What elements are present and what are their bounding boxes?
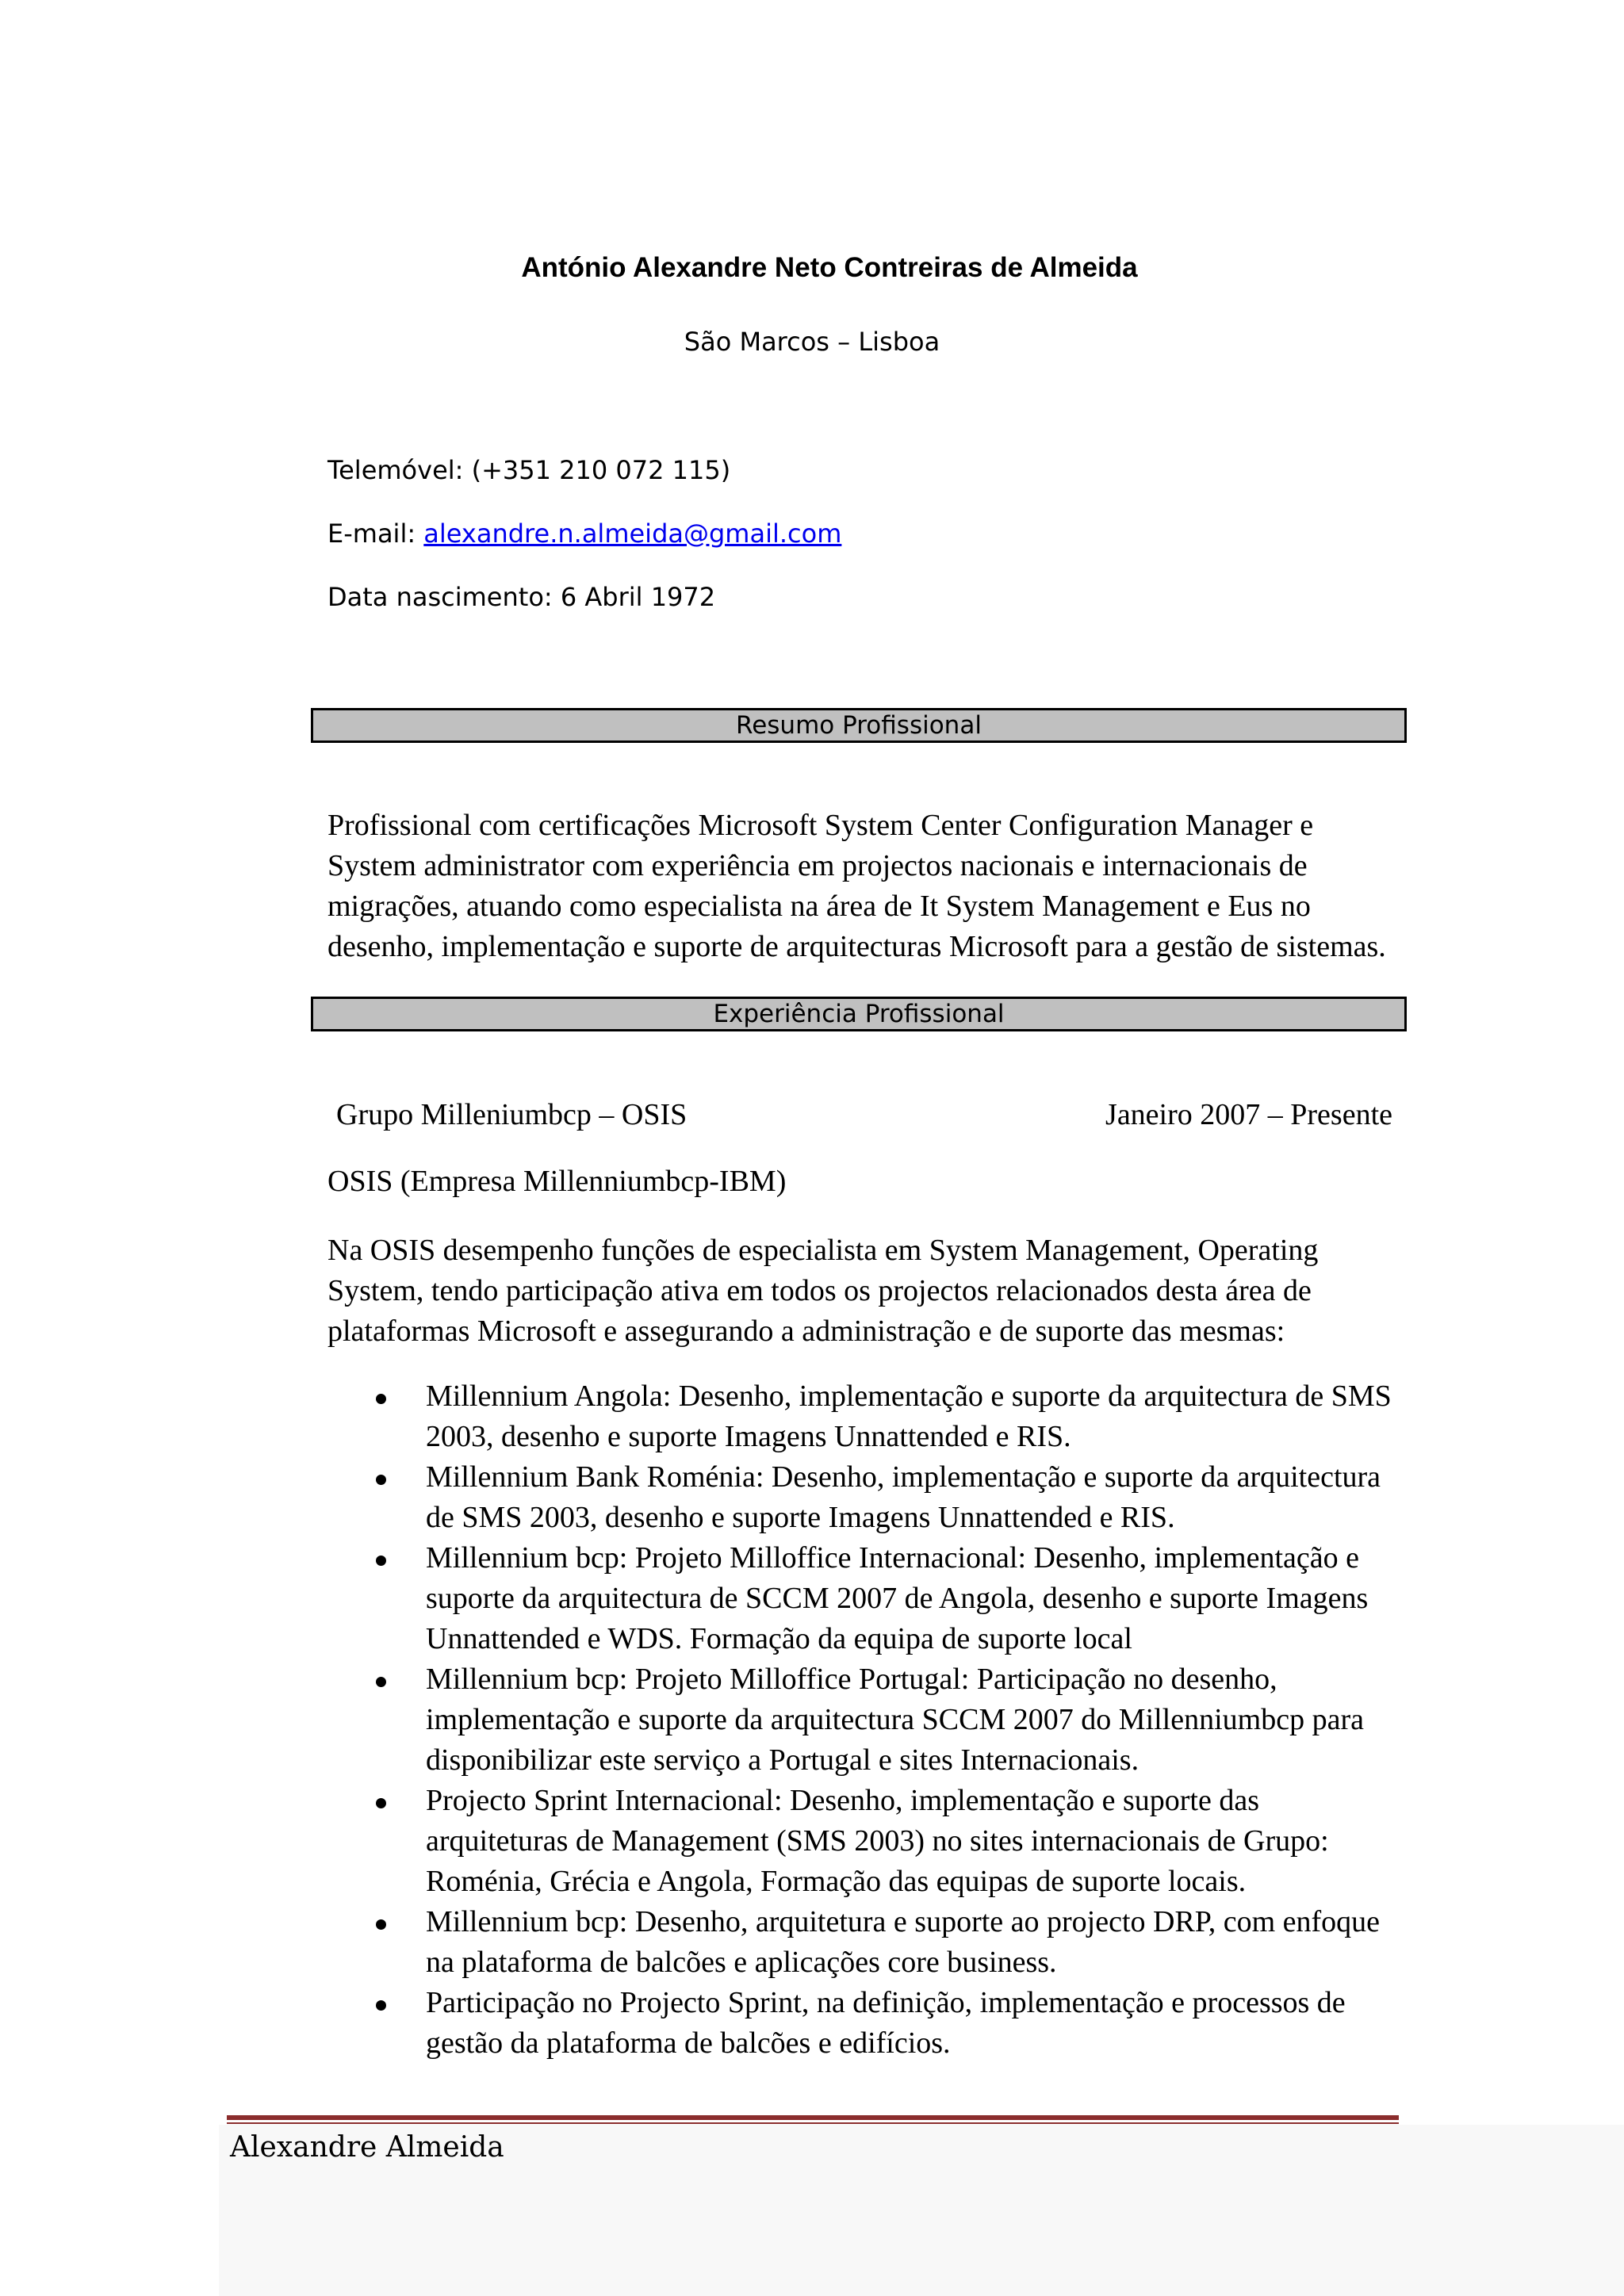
footer-author-name: Alexandre Almeida <box>230 2131 504 2164</box>
list-item-line: 2003, desenho e suporte Imagens Unnattended e RIS. <box>426 1420 1071 1453</box>
summary-paragraph <box>327 806 1406 967</box>
email-link[interactable]: alexandre.n.almeida@gmail.com <box>423 519 842 549</box>
job-description-line: plataformas Microsoft e assegurando a administração e de suporte das mesmas: <box>327 1314 1285 1348</box>
list-item-line: Unnattended e WDS. Formação da equipa de suporte local <box>426 1622 1132 1655</box>
footer-divider <box>227 2115 1399 2120</box>
footer-divider-thin <box>227 2122 1399 2124</box>
summary-line: System administrator com experiência em projectos nacionais e internacionais de <box>327 849 1308 882</box>
email-line <box>327 519 841 549</box>
candidate-name: António Alexandre Neto Contreiras de Almeida <box>521 252 1138 283</box>
section-header-summary: Resumo Profissional <box>311 708 1407 743</box>
job-responsibilities-list <box>327 1376 1406 2064</box>
summary-line: migrações, atuando como especialista na área de It System Management e Eus no <box>327 890 1311 923</box>
list-item <box>327 1376 1406 1457</box>
list-item <box>327 1538 1406 1659</box>
list-item-line: disponibilizar este serviço a Portugal e sites Internacionais. <box>426 1743 1139 1777</box>
summary-line: desenho, implementação e suporte de arquitecturas Microsoft para a gestão de sistemas. <box>327 930 1386 963</box>
bullet-icon <box>376 2000 386 2011</box>
job-description-line: System, tendo participação ativa em todos os projectos relacionados desta área de <box>327 1274 1312 1307</box>
job-description-line: Na OSIS desempenho funções de especialista em System Management, Operating <box>327 1234 1319 1267</box>
summary-line: Profissional com certificações Microsoft System Center Configuration Manager e <box>327 809 1314 842</box>
bullet-icon <box>376 1394 386 1404</box>
list-item-line: Millennium bcp: Desenho, arquitetura e suporte ao projecto DRP, com enfoque <box>426 1905 1381 1938</box>
candidate-location: São Marcos – Lisboa <box>684 327 940 357</box>
job-description <box>327 1230 1406 1352</box>
list-item-line: implementação e suporte da arquitectura SCCM 2007 do Millenniumbcp para <box>426 1703 1364 1736</box>
birth-date-line: Data nascimento: 6 Abril 1972 <box>327 582 716 612</box>
bullet-icon <box>376 1475 386 1485</box>
list-item-line: Projecto Sprint Internacional: Desenho, implementação e suporte das <box>426 1784 1260 1817</box>
list-item <box>327 1781 1406 1902</box>
list-item-line: suporte da arquitectura de SCCM 2007 de Angola, desenho e suporte Imagens <box>426 1582 1369 1615</box>
bullet-icon <box>376 1556 386 1566</box>
list-item-line: Millennium bcp: Projeto Milloffice Internacional: Desenho, implementação e <box>426 1541 1359 1575</box>
job-subtitle: OSIS (Empresa Millenniumbcp-IBM) <box>327 1165 787 1198</box>
email-label: E-mail: <box>327 519 424 549</box>
list-item-line: Roménia, Grécia e Angola, Formação das equipas de suporte locais. <box>426 1865 1247 1898</box>
list-item-line: arquiteturas de Management (SMS 2003) no sites internacionais de Grupo: <box>426 1824 1329 1858</box>
list-item-line: Millennium Angola: Desenho, implementação e suporte da arquitectura de SMS <box>426 1380 1392 1413</box>
list-item-line: Participação no Projecto Sprint, na definição, implementação e processos de <box>426 1986 1346 2019</box>
phone-line: Telemóvel: (+351 210 072 115) <box>327 455 731 485</box>
bullet-icon <box>376 1919 386 1930</box>
list-item <box>327 1902 1406 1983</box>
list-item-line: Millennium Bank Roménia: Desenho, implementação e suporte da arquitectura <box>426 1460 1381 1494</box>
section-header-experience: Experiência Profissional <box>311 997 1407 1031</box>
list-item <box>327 1659 1406 1781</box>
list-item-line: na plataforma de balcões e aplicações core business. <box>426 1946 1057 1979</box>
job-header <box>336 1097 1392 1132</box>
bullet-icon <box>376 1798 386 1808</box>
bullet-icon <box>376 1677 386 1687</box>
job-period: Janeiro 2007 – Presente <box>1105 1098 1392 1131</box>
job-company: Grupo Milleniumbcp – OSIS <box>336 1098 688 1131</box>
list-item <box>327 1457 1406 1538</box>
list-item-line: Millennium bcp: Projeto Milloffice Portugal: Participação no desenho, <box>426 1663 1277 1696</box>
list-item-line: de SMS 2003, desenho e suporte Imagens Unnattended e RIS. <box>426 1501 1175 1534</box>
list-item-line: gestão da plataforma de balcões e edifícios. <box>426 2026 951 2060</box>
list-item <box>327 1983 1406 2064</box>
